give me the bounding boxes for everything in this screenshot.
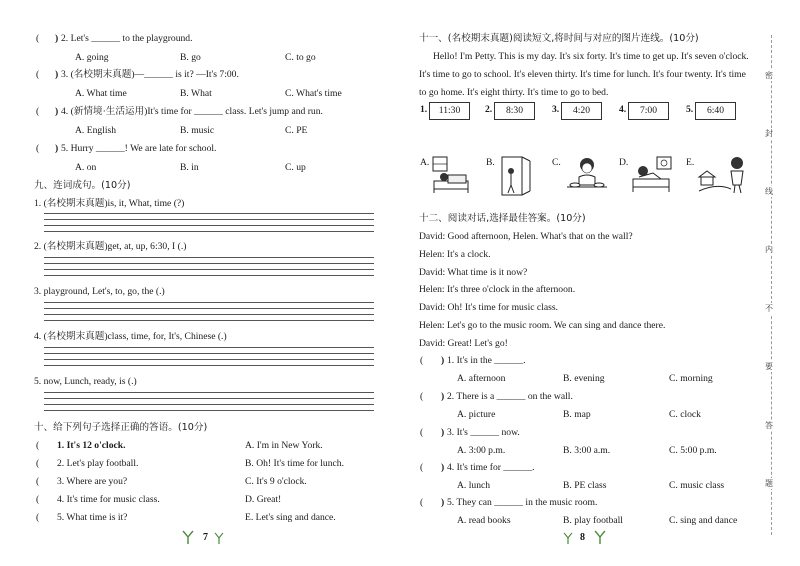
answer-paren-close: ) <box>55 143 59 154</box>
option-c[interactable]: C. What's time <box>285 88 342 99</box>
sec9-item-4: 4. (名校期末真题)class, time, for, It's, Chinese (.) <box>34 331 227 342</box>
answer-paren-close: ) <box>441 391 445 402</box>
lunch-illustration[interactable] <box>563 155 611 197</box>
option-c[interactable]: C. morning <box>669 373 713 384</box>
answer-paren[interactable]: ( <box>36 69 40 80</box>
sprout-icon <box>182 530 194 544</box>
time-number: 4. <box>619 104 627 115</box>
pic-label: B. <box>486 157 495 168</box>
answer-option: B. Oh! It's time for lunch. <box>245 458 344 469</box>
option-c[interactable]: C. sing and dance <box>669 515 738 526</box>
answer-paren[interactable]: ( <box>36 476 40 487</box>
door-leave-illustration[interactable] <box>496 155 540 197</box>
writing-lines[interactable] <box>44 347 374 374</box>
seal-char: 封 <box>765 129 773 138</box>
answer-paren[interactable]: ( <box>420 462 424 473</box>
sprout-icon <box>563 532 573 544</box>
writing-lines[interactable] <box>44 257 374 284</box>
option-a[interactable]: A. afternoon <box>457 373 506 384</box>
seal-line <box>771 35 772 535</box>
dialogue-line: Helen: It's a clock. <box>419 249 491 260</box>
answer-option: E. Let's sing and dance. <box>245 512 336 523</box>
passage-line-3: to go home. It's eight thirty. It's time to go to bed. <box>419 87 609 98</box>
option-a[interactable]: A. 3:00 p.m. <box>457 445 506 456</box>
section-11-title: 十一、(名校期末真题)阅读短文,将时间与对应的图片连线。(10分) <box>419 33 699 44</box>
sec9-item-1: 1. (名校期末真题)is, it, What, time (?) <box>34 198 185 209</box>
seal-char: 内 <box>765 245 773 254</box>
answer-paren[interactable]: ( <box>36 106 40 117</box>
option-a[interactable]: A. picture <box>457 409 496 420</box>
question-text: 2. Let's ______ to the playground. <box>61 33 193 44</box>
sec9-item-5: 5. now, Lunch, ready, is (.) <box>34 376 137 387</box>
pic-label: D. <box>619 157 629 168</box>
answer-paren[interactable]: ( <box>420 427 424 438</box>
question-text: 1. It's in the ______. <box>447 355 526 366</box>
option-c[interactable]: C. 5:00 p.m. <box>669 445 717 456</box>
answer-paren[interactable]: ( <box>36 494 40 505</box>
question-text: 2. There is a ______ on the wall. <box>447 391 573 402</box>
answer-paren-close: ) <box>441 497 445 508</box>
section-9-title: 九、连词成句。(10分) <box>34 180 131 191</box>
time-number: 1. <box>420 104 428 115</box>
school-walk-illustration[interactable] <box>697 155 749 195</box>
dialogue-line: Helen: It's three o'clock in the afternoon. <box>419 284 576 295</box>
option-c[interactable]: C. PE <box>285 125 308 136</box>
time-box[interactable]: 6:40 <box>695 102 736 120</box>
option-a[interactable]: A. on <box>75 162 97 173</box>
option-b[interactable]: B. PE class <box>563 480 607 491</box>
option-b[interactable]: B. 3:00 a.m. <box>563 445 611 456</box>
pic-label: A. <box>420 157 430 168</box>
answer-paren[interactable]: ( <box>36 512 40 523</box>
pic-label: E. <box>686 157 695 168</box>
seal-char: 不 <box>765 304 773 313</box>
seal-char: 密 <box>765 71 773 80</box>
answer-paren-close: ) <box>441 462 445 473</box>
option-c[interactable]: C. up <box>285 162 306 173</box>
seal-char: 答 <box>765 421 773 430</box>
writing-lines[interactable] <box>44 213 374 240</box>
time-number: 2. <box>485 104 493 115</box>
question-text: 5. Hurry ______! We are late for school. <box>61 143 217 154</box>
seal-char: 线 <box>765 187 773 196</box>
page-number: 8 <box>580 532 585 543</box>
question-text: 4. It's time for music class. <box>57 494 160 505</box>
option-b[interactable]: B. go <box>180 52 201 63</box>
question-text: 1. It's 12 o'clock. <box>57 440 126 451</box>
question-text: 3. Where are you? <box>57 476 128 487</box>
section-12-title: 十二、阅读对话,选择最佳答案。(10分) <box>419 213 586 224</box>
answer-paren[interactable]: ( <box>420 497 424 508</box>
time-box[interactable]: 4:20 <box>561 102 602 120</box>
dialogue-line: David: Great! Let's go! <box>419 338 508 349</box>
time-box[interactable]: 7:00 <box>628 102 669 120</box>
answer-paren[interactable]: ( <box>420 391 424 402</box>
answer-paren[interactable]: ( <box>36 33 40 44</box>
passage-line-2: It's time to go to school. It's eleven thirty. It's time for lunch. It's four twenty. It's time <box>419 69 746 80</box>
dialogue-line: David: Oh! It's time for music class. <box>419 302 558 313</box>
question-text: 2. Let's play football. <box>57 458 139 469</box>
option-c[interactable]: C. clock <box>669 409 701 420</box>
option-a[interactable]: A. What time <box>75 88 127 99</box>
answer-paren[interactable]: ( <box>420 355 424 366</box>
option-a[interactable]: A. English <box>75 125 117 136</box>
sprout-icon <box>594 530 606 544</box>
sec9-item-3: 3. playground, Let's, to, go, the (.) <box>34 286 165 297</box>
option-b[interactable]: B. What <box>180 88 212 99</box>
question-text: 5. They can ______ in the music room. <box>447 497 598 508</box>
sprout-icon <box>214 532 224 544</box>
answer-paren-close: ) <box>55 33 59 44</box>
dialogue-line: David: Good afternoon, Helen. What's that on the wall? <box>419 231 633 242</box>
answer-paren[interactable]: ( <box>36 440 40 451</box>
seal-char: 题 <box>765 479 773 488</box>
passage-line-1: Hello! I'm Petty. This is my day. It's six forty. It's time to get up. It's seven o'clock. <box>433 51 749 62</box>
option-a[interactable]: A. lunch <box>457 480 491 491</box>
time-number: 3. <box>552 104 560 115</box>
seal-char: 要 <box>765 362 773 371</box>
page-number: 7 <box>203 532 208 543</box>
time-box[interactable]: 8:30 <box>494 102 535 120</box>
dialogue-line: Helen: Let's go to the music room. We can sing and dance there. <box>419 320 666 331</box>
writing-lines[interactable] <box>44 302 374 329</box>
answer-paren[interactable]: ( <box>36 458 40 469</box>
writing-lines[interactable] <box>44 392 374 419</box>
question-text: 3. (名校期末真题)—______ is it? —It's 7:00. <box>61 69 239 80</box>
answer-paren-close: ) <box>55 106 59 117</box>
option-b[interactable]: B. play football <box>563 515 623 526</box>
answer-paren-close: ) <box>441 427 445 438</box>
option-b[interactable]: B. music <box>180 125 215 136</box>
answer-option: A. I'm in New York. <box>245 440 323 451</box>
option-a[interactable]: A. going <box>75 52 109 63</box>
option-b[interactable]: B. evening <box>563 373 605 384</box>
answer-option: C. It's 9 o'clock. <box>245 476 307 487</box>
answer-paren[interactable]: ( <box>36 143 40 154</box>
answer-option: D. Great! <box>245 494 282 505</box>
answer-paren-close: ) <box>441 355 445 366</box>
question-text: 4. (新情境·生活运用)It's time for ______ class. Let's jump and run. <box>61 106 323 117</box>
time-box[interactable]: 11:30 <box>429 102 470 120</box>
question-text: 3. It's ______ now. <box>447 427 520 438</box>
bed-sleep-illustration[interactable] <box>430 155 472 195</box>
bed-wake-illustration[interactable] <box>629 155 675 195</box>
option-b[interactable]: B. map <box>563 409 591 420</box>
option-a[interactable]: A. read books <box>457 515 511 526</box>
option-c[interactable]: C. to go <box>285 52 316 63</box>
question-text: 5. What time is it? <box>57 512 128 523</box>
pic-label: C. <box>552 157 561 168</box>
sec9-item-2: 2. (名校期末真题)get, at, up, 6:30, I (.) <box>34 241 187 252</box>
dialogue-line: David: What time is it now? <box>419 267 528 278</box>
answer-paren-close: ) <box>55 69 59 80</box>
section-10-title: 十、给下列句子选择正确的答语。(10分) <box>34 422 208 433</box>
option-c[interactable]: C. music class <box>669 480 725 491</box>
question-text: 4. It's time for ______. <box>447 462 535 473</box>
option-b[interactable]: B. in <box>180 162 199 173</box>
time-number: 5. <box>686 104 694 115</box>
